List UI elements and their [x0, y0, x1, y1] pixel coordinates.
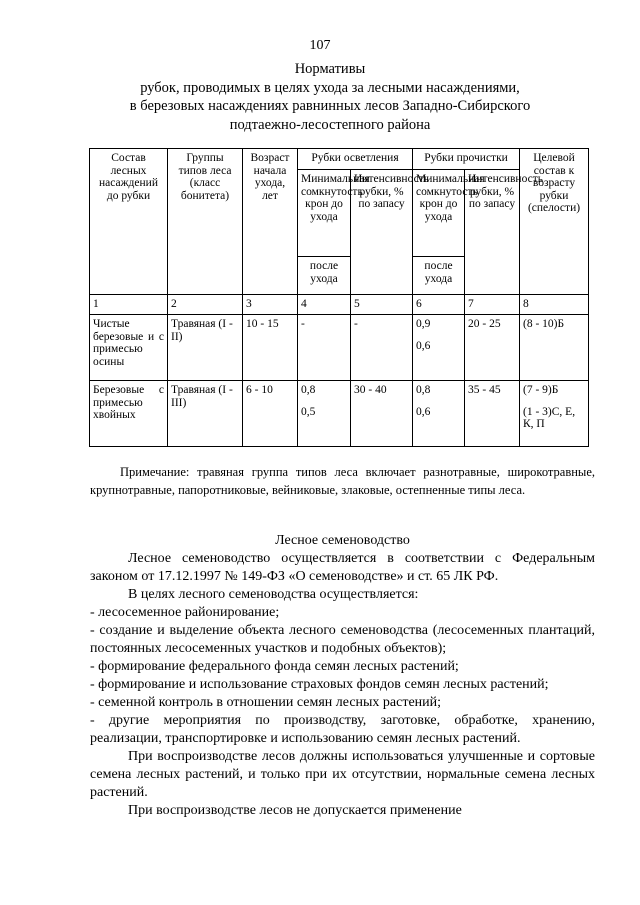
- table-row: [90, 315, 589, 381]
- column-number-row: [90, 295, 589, 315]
- note-text: Примечание: травяная группа типов леса включает разнотравные, широкотравные, крупнотравные, папоротниковые, вейниковые, злаковые, остепненные типы леса.: [90, 465, 595, 497]
- value-before: 0,8: [416, 384, 431, 396]
- column-number: 6: [413, 295, 465, 315]
- table-row: [90, 381, 589, 447]
- value-before: -: [301, 318, 305, 330]
- cell-forest-group: Травяная (I - III): [168, 381, 243, 447]
- value-after: 0,6: [416, 339, 431, 352]
- column-number: 8: [520, 295, 589, 315]
- column-number: 7: [465, 295, 520, 315]
- cell-target-composition: [520, 315, 589, 381]
- cell-composition: Березовые с примесью хвойных: [90, 381, 168, 447]
- header-target-composition: Целевой состав к возрасту рубки (спелости): [520, 149, 589, 295]
- value-before: 0,8: [301, 384, 316, 396]
- list-item: - лесосеменное районирование;: [90, 605, 280, 620]
- header-composition: Состав лесных насаждений до рубки: [90, 149, 168, 295]
- document-title: [60, 60, 600, 134]
- header-after-care-clearing: после ухода: [298, 257, 351, 295]
- cell-target-composition: [520, 381, 589, 447]
- list-item: - формирование федерального фонда семян лесных растений;: [90, 659, 459, 674]
- cell-intensity-cleaning: 20 - 25: [465, 315, 520, 381]
- column-number: 5: [351, 295, 413, 315]
- paragraph: При воспроизводстве лесов не допускается применение: [128, 803, 462, 818]
- cell-intensity-cleaning: 35 - 45: [465, 381, 520, 447]
- column-number: 3: [243, 295, 298, 315]
- cell-min-density-cleaning: [413, 381, 465, 447]
- title-line-3: в березовых насаждениях равнинных лесов Западно-Сибирского: [129, 98, 531, 114]
- cell-intensity-clearing: 30 - 40: [351, 381, 413, 447]
- header-start-age: Возраст начала ухода, лет: [243, 149, 298, 295]
- value-after: 0,6: [416, 405, 431, 418]
- header-min-density-cleaning: Минимальная сомкнутость крон до ухода: [413, 170, 465, 257]
- title-line-2: рубок, проводимых в целях ухода за лесными насаждениями,: [140, 79, 520, 96]
- page-number: 107: [309, 38, 331, 53]
- column-number: 4: [298, 295, 351, 315]
- section-heading: Лесное семеноводство: [275, 533, 410, 548]
- header-after-care-cleaning: после ухода: [413, 257, 465, 295]
- cell-min-density-clearing: [298, 315, 351, 381]
- list-item: - семенной контроль в отношении семян лесных растений;: [90, 695, 442, 710]
- target-main: (8 - 10)Б: [523, 318, 565, 330]
- table-note: [90, 464, 595, 499]
- list-item: - формирование и использование страховых фондов семян лесных растений;: [90, 677, 549, 692]
- header-clearing-cuttings: Рубки осветления: [298, 149, 413, 170]
- cell-start-age: 10 - 15: [243, 315, 298, 381]
- norms-table: [89, 148, 589, 447]
- cell-forest-group: Травяная (I - II): [168, 315, 243, 381]
- value-before: 0,9: [416, 318, 431, 330]
- column-number: 1: [90, 295, 168, 315]
- header-cleaning-cuttings: Рубки прочистки: [413, 149, 520, 170]
- paragraph: Лесное семеноводство осуществляется в соответствии с Федеральным законом от 17.12.1997 № 149-ФЗ «О семеноводстве» и ст. 65 ЛК РФ.: [90, 551, 595, 584]
- header-intensity-clearing: Интенсивность рубки, % по запасу: [351, 170, 413, 295]
- cell-intensity-clearing: -: [351, 315, 413, 381]
- cell-start-age: 6 - 10: [243, 381, 298, 447]
- cell-min-density-cleaning: [413, 315, 465, 381]
- paragraph: В целях лесного семеноводства осуществляется:: [128, 587, 419, 602]
- header-intensity-cleaning: Интенсивность рубки, % по запасу: [465, 170, 520, 295]
- cell-min-density-clearing: [298, 381, 351, 447]
- value-after: 0,5: [301, 405, 316, 418]
- title-line-4: подтаежно-лесостепного района: [229, 116, 431, 133]
- paragraph: При воспроизводстве лесов должны использоваться улучшенные и сортовые семена лесных растений, и только при их отсутствии, нормальные семена лесных растений.: [90, 749, 595, 800]
- list-item: - создание и выделение объекта лесного семеноводства (лесосеменных плантаций, постоянных лесосеменных участков и подобных объектов);: [90, 623, 595, 656]
- target-main: (7 - 9)Б: [523, 384, 559, 396]
- cell-composition: Чистые березовые и с примесью осины: [90, 315, 168, 381]
- seed-section: [90, 532, 595, 820]
- target-admixture: (1 - 3)С, Е, К, П: [523, 405, 576, 431]
- header-forest-groups: Группы типов леса (класс бонитета): [168, 149, 243, 295]
- list-item: - другие мероприятия по производству, заготовке, обработке, хранению, реализации, транспортировке и использованию семян лесных растений.: [90, 713, 595, 746]
- column-number: 2: [168, 295, 243, 315]
- header-min-density-clearing: Минимальная сомкнутость крон до ухода: [298, 170, 351, 257]
- title-line-1: Нормативы: [294, 61, 366, 77]
